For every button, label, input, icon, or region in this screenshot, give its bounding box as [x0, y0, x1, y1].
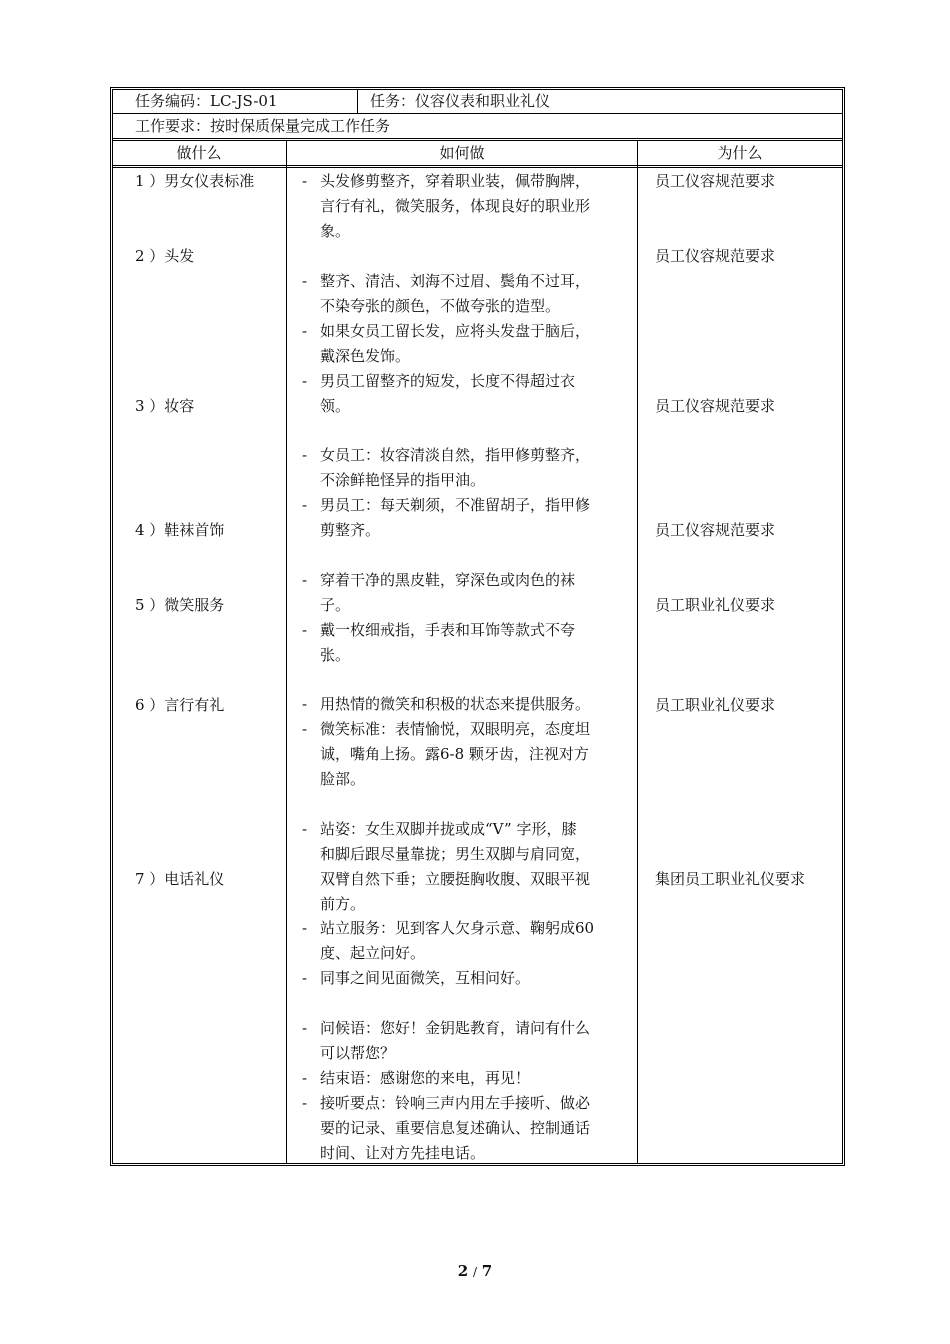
- why-item: 员工仪容规范要求: [655, 172, 776, 190]
- what-item: 4 ）鞋袜首饰: [135, 521, 225, 539]
- page-current: 2: [457, 1262, 469, 1280]
- what-item: 5 ）微笑服务: [135, 596, 225, 614]
- bullet-dash: -: [302, 969, 308, 987]
- page-number: [0, 1262, 950, 1280]
- table-right-border-inner: [842, 89, 843, 1164]
- bullet-dash: -: [302, 1094, 308, 1112]
- bullet-dash: -: [302, 621, 308, 639]
- table-top-border-outer: [110, 87, 845, 88]
- bullet-dash: -: [302, 1069, 308, 1087]
- what-item: 1 ）男女仪表标准: [135, 172, 255, 190]
- bullet-dash: -: [302, 272, 308, 290]
- bullet-dash: -: [302, 695, 308, 713]
- column-header-how: 如何做: [439, 144, 485, 162]
- task-name: 任务：仪容仪表和职业礼仪: [370, 92, 551, 110]
- what-item: 3 ）妆容: [135, 397, 195, 415]
- table-right-border-outer: [844, 87, 845, 1166]
- table-left-border-outer: [110, 87, 111, 1166]
- bullet-dash: -: [302, 571, 308, 589]
- why-item: 员工仪容规范要求: [655, 247, 776, 265]
- what-item: 2 ）头发: [135, 247, 195, 265]
- why-item: 员工仪容规范要求: [655, 397, 776, 415]
- table-left-border-inner: [112, 89, 113, 1164]
- task-code: 任务编码：LC-JS-01: [135, 92, 278, 110]
- column-header-what: 做什么: [176, 144, 222, 162]
- why-item: 员工仪容规范要求: [655, 521, 776, 539]
- bullet-dash: -: [302, 322, 308, 340]
- bullet-dash: -: [302, 820, 308, 838]
- row-divider-5: [112, 167, 843, 168]
- col-divider-header: [357, 89, 358, 113]
- row-divider-3: [112, 140, 843, 141]
- bullet-dash: -: [302, 720, 308, 738]
- what-item: 7 ）电话礼仪: [135, 870, 225, 888]
- row-divider-1: [112, 113, 843, 114]
- row-divider-4: [112, 165, 843, 166]
- bullet-dash: -: [302, 372, 308, 390]
- col-divider-1: [286, 140, 287, 1164]
- bullet-dash: -: [302, 172, 308, 190]
- bullet-dash: -: [302, 919, 308, 937]
- table-top-border-inner: [112, 89, 843, 90]
- column-header-why: 为什么: [717, 144, 763, 162]
- page-total: 7: [481, 1262, 493, 1280]
- bullet-dash: -: [302, 446, 308, 464]
- col-divider-2: [637, 140, 638, 1164]
- why-item: 集团员工职业礼仪要求: [655, 870, 806, 888]
- why-item: 员工职业礼仪要求: [655, 696, 776, 714]
- why-item: 员工职业礼仪要求: [655, 596, 776, 614]
- page-separator: /: [472, 1265, 478, 1279]
- bullet-dash: -: [302, 496, 308, 514]
- bullet-dash: -: [302, 1019, 308, 1037]
- work-requirement: 工作要求：按时保质保量完成工作任务: [135, 117, 391, 135]
- row-divider-2: [112, 138, 843, 139]
- what-item: 6 ）言行有礼: [135, 696, 225, 714]
